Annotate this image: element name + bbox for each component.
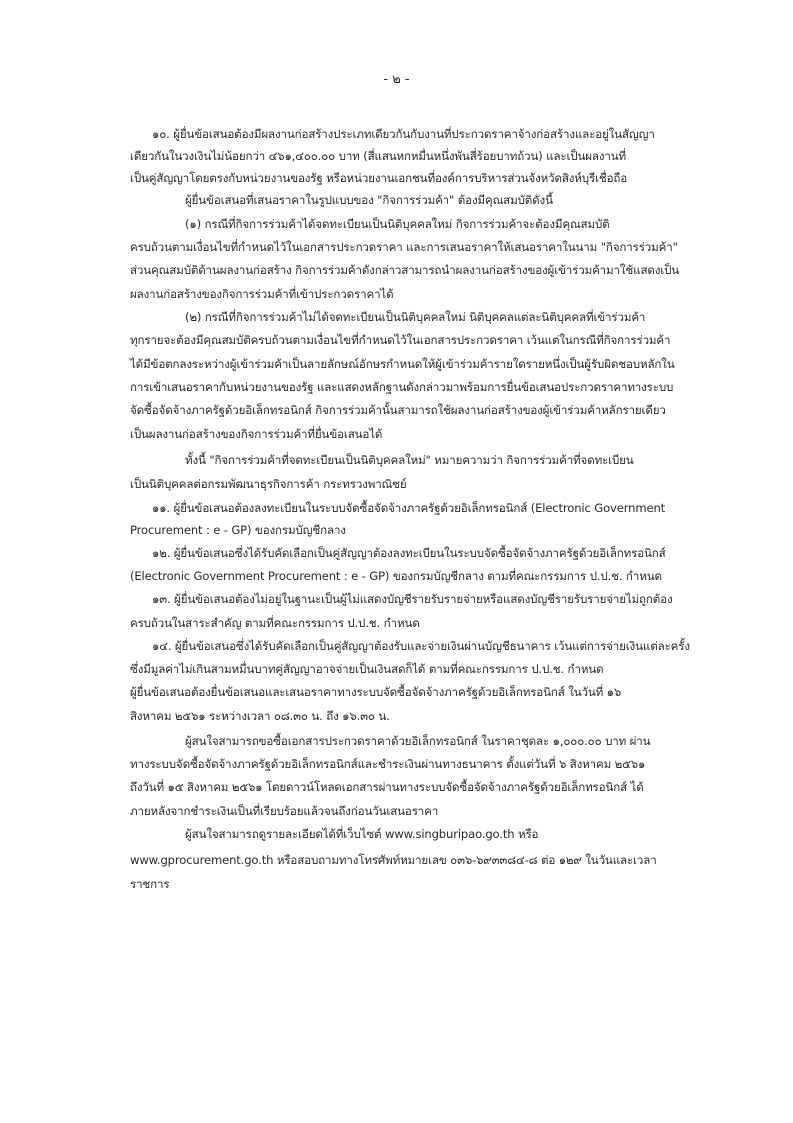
text-line: ๑๐. ผู้ยื่นข้อเสนอต้องมีผลงานก่อสร้างประเภทเดียวกันกับงานที่ประกวดราคาจ้างก่อสร้างและอยู่ในสัญญา xyxy=(152,127,655,141)
text-line: ครบถ้วนในสาระสำคัญ ตามที่คณะกรรมการ ป.ป.ช. กำหนด xyxy=(130,616,420,630)
text-line: ผลงานก่อสร้างของกิจการร่วมค้าที่เข้าประกวดราคาได้ xyxy=(130,287,394,301)
text-line: เป็นผลงานก่อสร้างของกิจการร่วมค้าที่ยื่นข้อเสนอได้ xyxy=(130,427,383,441)
text-line: ผู้สนใจสามารถขอซื้อเอกสารประกวดราคาด้วยอิเล็กทรอนิกส์ ในราคาชุดละ ๑,๐๐๐.๐๐ บาท ผ่าน xyxy=(185,734,651,748)
text-line: ได้มีข้อตกลงระหว่างผู้เข้าร่วมค้าเป็นลายลักษณ์อักษรกำหนดให้ผู้เข้าร่วมค้ารายใดรายหนึ่งเป็นผู้รับผิดชอบหลักใน xyxy=(130,357,675,371)
text-line: ทางระบบจัดซื้อจัดจ้างภาครัฐด้วยอิเล็กทรอนิกส์และชำระเงินผ่านทางธนาคาร ตั้งแต่วันที่ ๖ สิงหาคม ๒๕๖๑ xyxy=(130,757,646,771)
text-line: ภายหลังจากชำระเงินเป็นที่เรียบร้อยแล้วจนถึงก่อนวันเสนอราคา xyxy=(130,804,439,818)
text-line: ๑๒. ผู้ยื่นข้อเสนอซึ่งได้รับคัดเลือกเป็นคู่สัญญาต้องลงทะเบียนในระบบจัดซื้อจัดจ้างภาครัฐด้วยอิเล็กทรอนิกส์ xyxy=(152,546,666,560)
text-line: ๑๓. ผู้ยื่นข้อเสนอต้องไม่อยู่ในฐานะเป็นผู้ไม่แสดงบัญชีรายรับรายจ่ายหรือแสดงบัญชีรายรับรายจ่ายไม่ถูกต้อง xyxy=(152,592,673,606)
text-line: การเข้าเสนอราคากับหน่วยงานของรัฐ และแสดงหลักฐานดังกล่าวมาพร้อมการยื่นข้อเสนอประกวดราคาทางระบบ xyxy=(130,380,674,394)
text-line: ราชการ xyxy=(130,877,170,891)
text-line: ทั้งนี้ "กิจการร่วมค้าที่จดทะเบียนเป็นนิติบุคคลใหม่" หมายความว่า กิจการร่วมค้าที่จดทะเบียน xyxy=(185,453,634,467)
text-line: ครบถ้วนตามเงื่อนไขที่กำหนดไว้ในเอกสารประกวดราคา และการเสนอราคาให้เสนอราคาในนาม "กิจการร่วมค้า" xyxy=(130,240,678,254)
text-line: (๒) กรณีที่กิจการร่วมค้าไม่ได้จดทะเบียนเป็นนิติบุคคลใหม่ นิติบุคคลแต่ละนิติบุคคลที่เข้าร่วมค้า xyxy=(185,310,646,324)
text-line: จัดซื้อจัดจ้างภาครัฐด้วยอิเล็กทรอนิกส์ กิจการร่วมค้านั้นสามารถใช้ผลงานก่อสร้างของผู้เข้าร่วมค้าหลักรายเดียว xyxy=(130,403,666,417)
text-line: ผู้ยื่นข้อเสนอต้องยื่นข้อเสนอและเสนอราคาทางระบบจัดซื้อจัดจ้างภาครัฐด้วยอิเล็กทรอนิกส์ ในวันที่ ๑๖ xyxy=(130,685,622,699)
text-line: ซึ่งมีมูลค่าไม่เกินสามหมื่นบาทคู่สัญญาอาจจ่ายเป็นเงินสดก็ได้ ตามที่คณะกรรมการ ป.ป.ช. กำหนด xyxy=(130,662,604,676)
text-line: สิงหาคม ๒๕๖๑ ระหว่างเวลา ๐๘.๓๐ น. ถึง ๑๖.๓๐ น. xyxy=(130,709,390,723)
text-line: ผู้ยื่นข้อเสนอที่เสนอราคาในรูปแบบของ "กิจการร่วมค้า" ต้องมีคุณสมบัติดังนี้ xyxy=(185,193,553,207)
text-line: Procurement : e - GP) ของกรมบัญชีกลาง xyxy=(130,523,346,537)
text-line: www.gprocurement.go.th หรือสอบถามทางโทรศัพท์หมายเลข ๐๓๖-๖๙๓๓๘๔-๘ ต่อ ๑๒๙ ในวันและเวลา xyxy=(130,853,657,867)
text-line: ถึงวันที่ ๑๕ สิงหาคม ๒๕๖๑ โดยดาวน์โหลดเอกสารผ่านทางระบบจัดซื้อจัดจ้างภาครัฐด้วยอิเล็กทรอนิกส์ ได้ xyxy=(130,780,644,794)
page-number: - ๒ - xyxy=(383,72,410,87)
text-line: (Electronic Government Procurement : e - GP) ของกรมบัญชีกลาง ตามที่คณะกรรมการ ป.ป.ช. กำหนด xyxy=(130,569,662,583)
text-line: (๑) กรณีที่กิจการร่วมค้าได้จดทะเบียนเป็นนิติบุคคลใหม่ กิจการร่วมค้าจะต้องมีคุณสมบัติ xyxy=(185,217,610,231)
text-line: ทุกรายจะต้องมีคุณสมบัติครบถ้วนตามเงื่อนไขที่กำหนดไว้ในเอกสารประกวดราคา เว้นแต่ในกรณีที่กิจการร่วมค้า xyxy=(130,333,671,347)
text-line: ๑๔. ผู้ยื่นข้อเสนอซึ่งได้รับคัดเลือกเป็นคู่สัญญาต้องรับและจ่ายเงินผ่านบัญชีธนาคาร เว้นแต่การจ่ายเงินแต่ละครั้ง xyxy=(152,639,690,653)
text-line: ผู้สนใจสามารถดูรายละเอียดได้ที่เว็บไซต์ www.singburipao.go.th หรือ xyxy=(185,827,539,841)
text-line: เดียวกันในวงเงินไม่น้อยกว่า ๔๖๑,๔๐๐.๐๐ บาท (สี่แสนหกหมื่นหนึ่งพันสี่ร้อยบาทถ้วน) และเป็นผลงานที่ xyxy=(130,149,627,163)
text-line: เป็นคู่สัญญาโดยตรงกับหน่วยงานของรัฐ หรือหน่วยงานเอกชนที่องค์การบริหารส่วนจังหวัดสิงห์บุรีเชื่อถือ xyxy=(130,171,628,185)
text-line: ส่วนคุณสมบัติด้านผลงานก่อสร้าง กิจการร่วมค้าดังกล่าวสามารถนำผลงานก่อสร้างของผู้เข้าร่วมค้ามาใช้แสดงเป็น xyxy=(130,263,680,277)
text-line: ๑๑. ผู้ยื่นข้อเสนอต้องลงทะเบียนในระบบจัดซื้อจัดจ้างภาครัฐด้วยอิเล็กทรอนิกส์ (Electronic Government xyxy=(152,501,666,515)
text-line: เป็นนิติบุคคลต่อกรมพัฒนาธุรกิจการค้า กระทรวงพาณิชย์ xyxy=(130,477,407,491)
